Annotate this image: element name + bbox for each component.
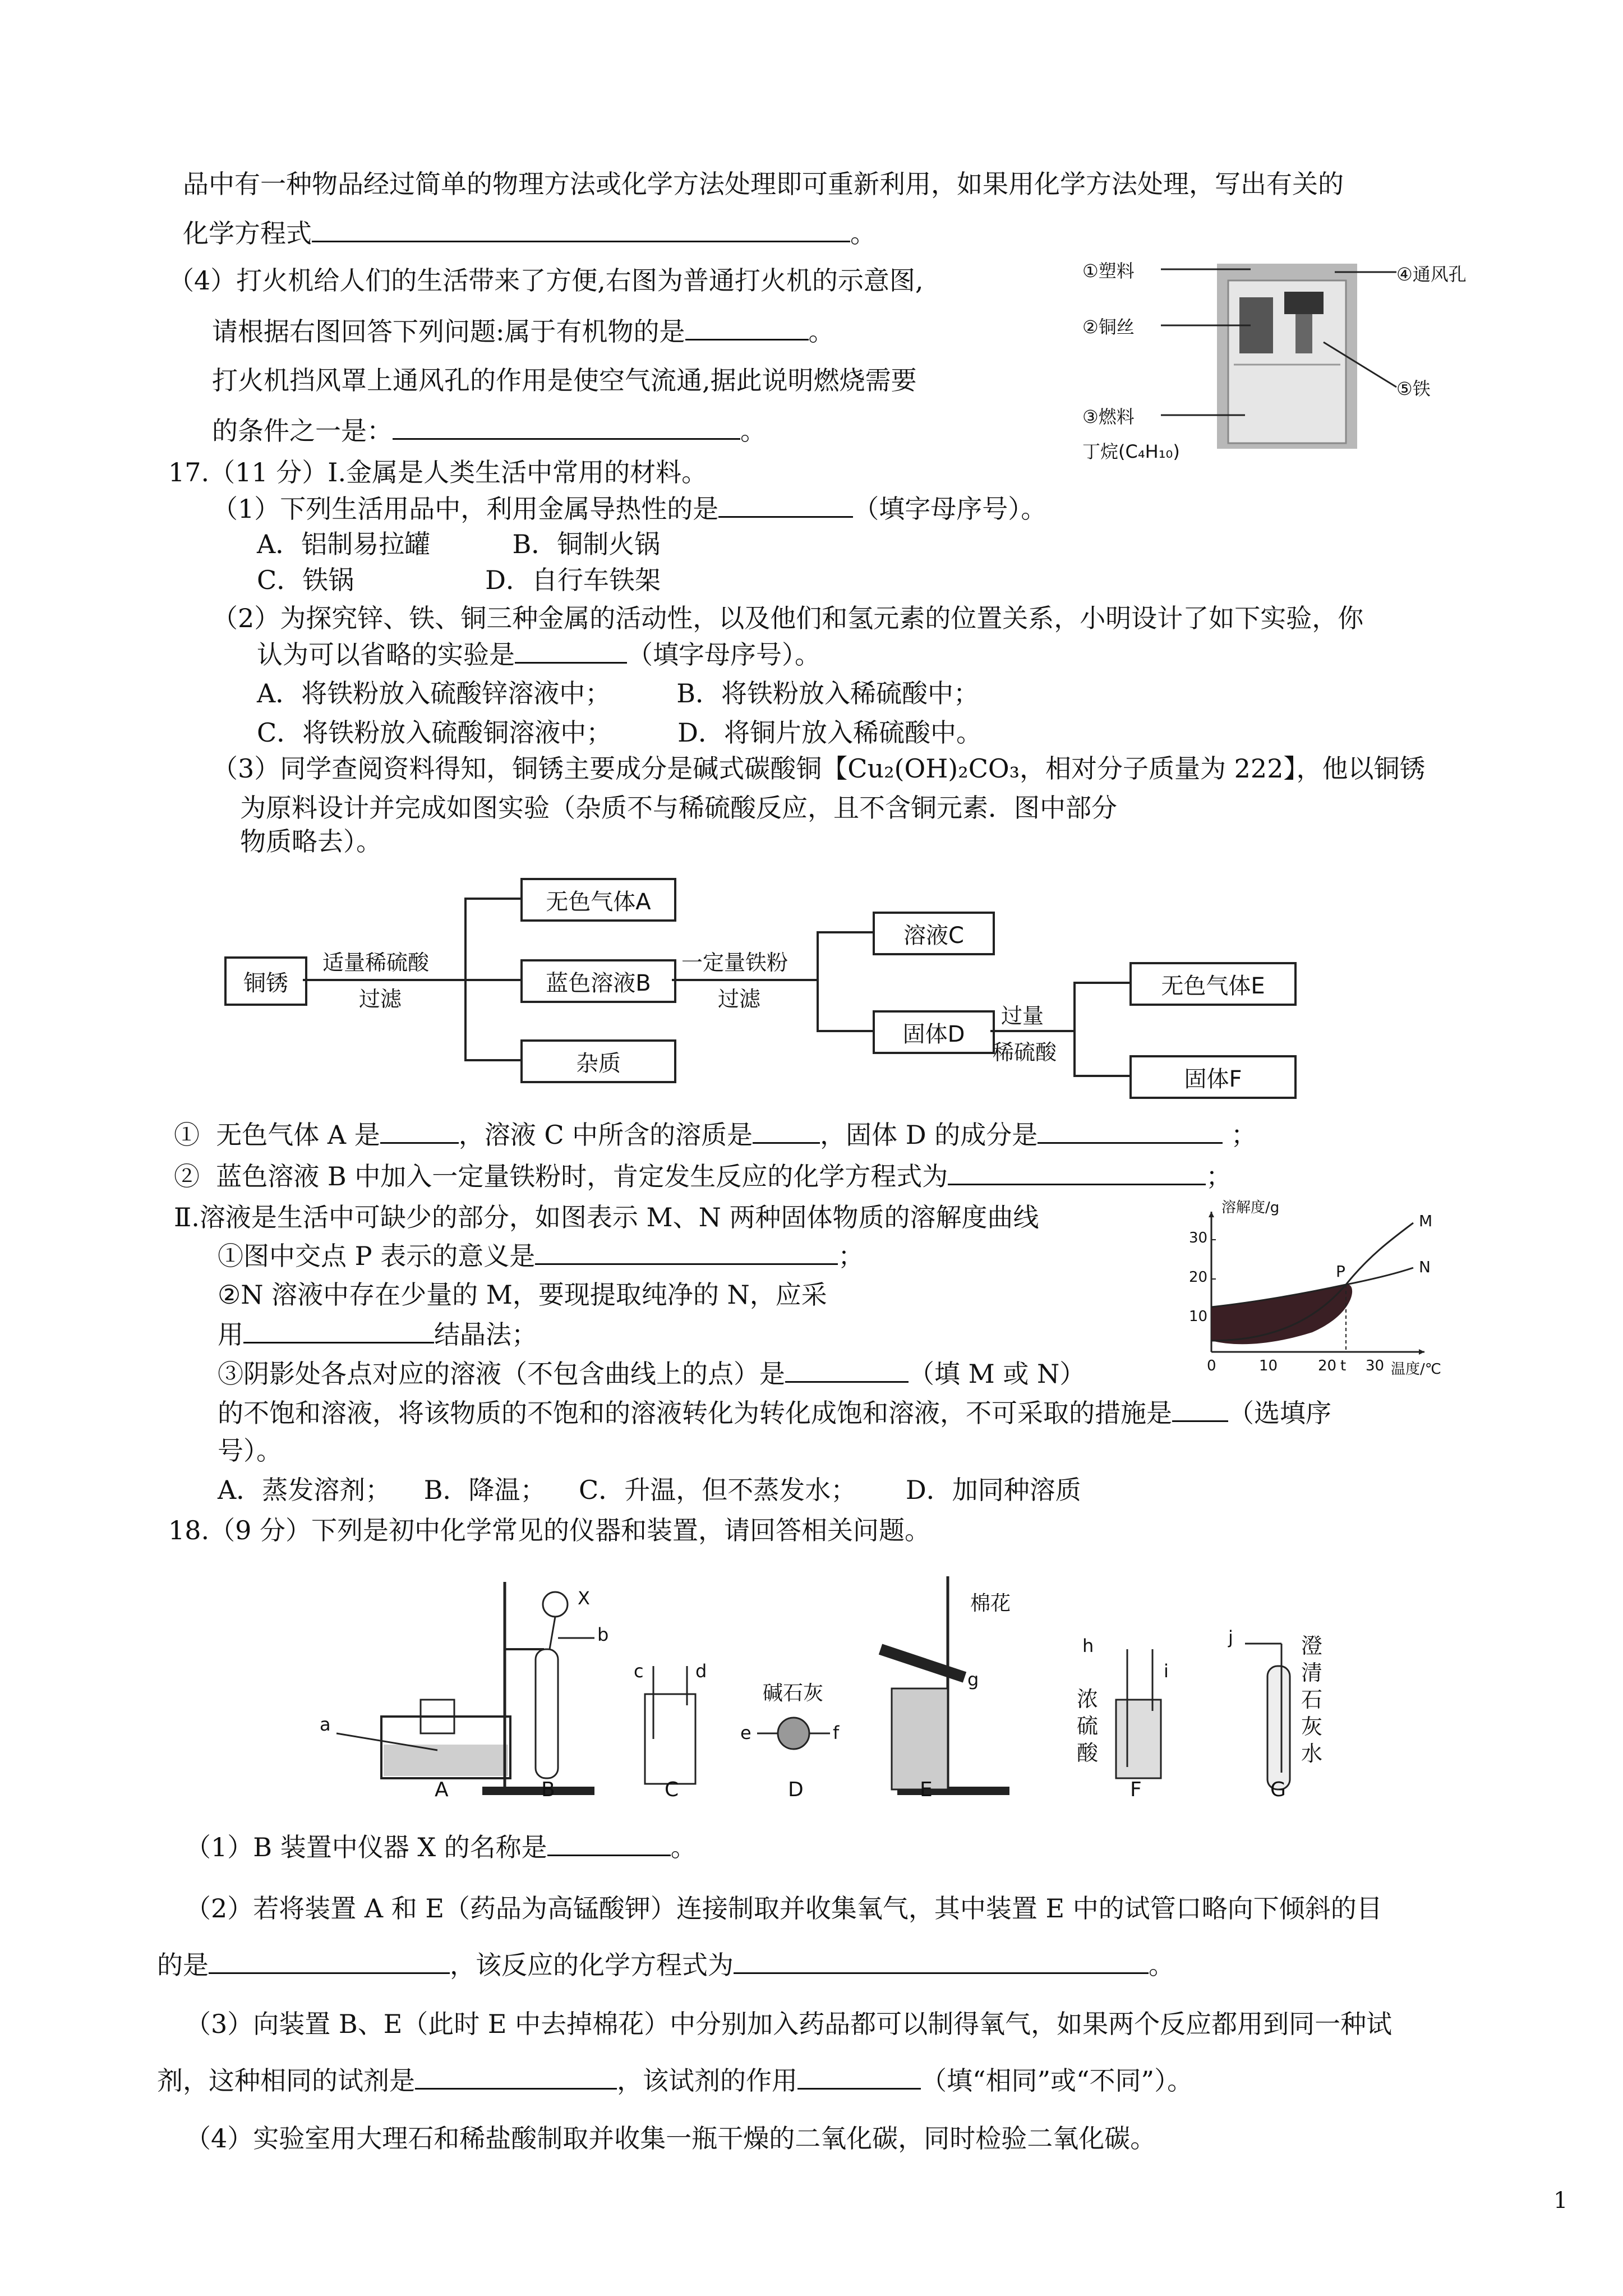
text-line: 号）。: [218, 1435, 282, 1466]
lighter-label: ②铜丝: [1082, 316, 1135, 338]
text-line: 认为可以省略的实验是 （填字母序号）。: [257, 637, 820, 671]
reagent-label: 棉花: [970, 1592, 1011, 1615]
text-line: 的是 ，该反应的化学方程式为 。: [157, 1948, 1174, 1982]
text-line: （2）为探究锌、铁、铜三种金属的活动性，以及他们和氢元素的位置关系，小明设计了如下实验，你: [212, 603, 1364, 633]
flow-box-solid-d: 固体D: [873, 1010, 995, 1054]
lighter-label: ⑤铁: [1396, 378, 1431, 399]
flow-box-solution-b: 蓝色溶液B: [520, 959, 676, 1003]
answer-blank[interactable]: [393, 413, 740, 440]
y-tick: 20: [1189, 1269, 1208, 1286]
text-line: 剂，这种相同的试剂是 ，该试剂的作用 （填“相同”或“不同”）。: [157, 2063, 1193, 2097]
answer-blank[interactable]: [797, 2063, 921, 2090]
answer-blank[interactable]: [734, 1948, 1149, 1974]
answer-blank[interactable]: [685, 314, 809, 341]
flow-step-label: 稀硫酸: [993, 1040, 1057, 1065]
flow-step-label: 过滤: [718, 987, 761, 1011]
curve-label-m: M: [1419, 1212, 1433, 1230]
answer-blank[interactable]: [209, 1948, 450, 1974]
port-label: g: [967, 1669, 979, 1690]
apparatus-letter: A: [435, 1778, 449, 1801]
port-label: h: [1082, 1635, 1094, 1657]
port-label: j: [1228, 1627, 1233, 1648]
text-line: 物质略去）。: [240, 826, 382, 857]
port-label: a: [320, 1714, 331, 1735]
flowchart: [224, 875, 1318, 1111]
y-tick: 10: [1189, 1308, 1208, 1325]
x-tick: 30: [1366, 1358, 1385, 1374]
port-label: b: [597, 1624, 609, 1645]
answer-blank[interactable]: [1038, 1117, 1223, 1144]
x-tick: 10: [1259, 1358, 1278, 1374]
x-tick: t: [1340, 1358, 1347, 1374]
lighter-label: ①塑料: [1082, 260, 1135, 282]
text-line: 用 结晶法；: [218, 1317, 537, 1351]
y-axis-label: 溶解度/g: [1221, 1199, 1280, 1216]
flow-box-solution-c: 溶液C: [873, 912, 995, 955]
option-line: A．蒸发溶剂； B．降温； C．升温，但不蒸发水； D．加同种溶质: [218, 1475, 1081, 1505]
answer-blank[interactable]: [718, 491, 853, 518]
answer-blank[interactable]: [515, 637, 627, 664]
flow-box-start: 铜锈: [224, 956, 307, 1006]
option-line: C．将铁粉放入硫酸铜溶液中； D．将铜片放入稀硫酸中。: [257, 717, 983, 748]
question-18-title: 18.（9 分）下列是初中化学常见的仪器和装置，请回答相关问题。: [168, 1515, 931, 1545]
text-line: （4）实验室用大理石和稀盐酸制取并收集一瓶干燥的二氧化碳，同时检验二氧化碳。: [185, 2123, 1156, 2154]
answer-blank[interactable]: [415, 2063, 617, 2090]
text-line: ①图中交点 P 表示的意义是 ；: [218, 1239, 864, 1273]
flow-box-solid-f: 固体F: [1129, 1055, 1297, 1099]
reagent-label: 碱石灰: [763, 1682, 824, 1705]
flow-step-label: 过量: [1001, 1004, 1044, 1028]
solubility-chart: [1178, 1195, 1469, 1386]
port-label: c: [634, 1660, 644, 1682]
apparatus-letter: B: [541, 1778, 555, 1801]
answer-blank[interactable]: [753, 1117, 820, 1144]
text-line: （3）同学查阅资料得知，铜锈主要成分是碱式碳酸铜【Cu₂(OH)₂CO₃，相对分子质量为 222】，他以铜锈: [212, 753, 1426, 784]
flow-step-label: 过滤: [359, 987, 402, 1011]
flow-step-label: 适量稀硫酸: [322, 950, 430, 975]
flow-box-gas-a: 无色气体A: [520, 878, 676, 922]
answer-blank[interactable]: [547, 1830, 671, 1856]
port-label: e: [740, 1722, 751, 1743]
lighter-label: 丁烷(C₄H₁₀): [1082, 441, 1180, 462]
port-label: i: [1164, 1660, 1169, 1682]
answer-blank[interactable]: [380, 1117, 459, 1144]
reagent-label: 澄清石灰水: [1301, 1634, 1323, 1766]
flow-box-impurity: 杂质: [520, 1039, 676, 1083]
flow-box-gas-e: 无色气体E: [1129, 962, 1297, 1006]
option-line: A．铝制易拉罐 B．铜制火锅: [257, 529, 661, 559]
flow-step-label: 一定量铁粉: [681, 950, 789, 975]
question-17-title: 17.（11 分）Ⅰ.金属是人类生活中常用的材料。: [168, 457, 708, 487]
x-tick: 20: [1318, 1358, 1337, 1374]
text-line: 品中有一种物品经过简单的物理方法或化学方法处理即可重新利用，如果用化学方法处理，写出有关的: [183, 169, 1344, 199]
text-line: ② 蓝色溶液 B 中加入一定量铁粉时，肯定发生反应的化学方程式为 ；: [174, 1159, 1232, 1193]
answer-blank[interactable]: [243, 1317, 434, 1343]
intersection-label-p: P: [1336, 1262, 1345, 1281]
text-line: 请根据右图回答下列问题:属于有机物的是 。: [212, 314, 834, 348]
text-line: （2）若将装置 A 和 E（药品为高锰酸钾）连接制取并收集氧气，其中装置 E 中的试管口略向下倾斜的目: [185, 1893, 1382, 1924]
apparatus-letter: E: [920, 1778, 933, 1801]
text-line: （1）B 装置中仪器 X 的名称是 。: [185, 1830, 697, 1864]
y-tick: 30: [1189, 1230, 1208, 1246]
text-line: （3）向装置 B、E（此时 E 中去掉棉花）中分别加入药品都可以制得氧气，如果两个反应都用到同一种试: [185, 2009, 1393, 2039]
text-line: 化学方程式 。: [183, 216, 876, 250]
answer-blank[interactable]: [312, 216, 850, 242]
text-line: 的条件之一是： 。: [212, 413, 766, 448]
text-line: ① 无色气体 A 是 ，溶液 C 中所含的溶质是 ，固体 D 的成分是 ；: [174, 1117, 1257, 1152]
x-axis-label: 温度/℃: [1391, 1361, 1441, 1378]
lighter-diagram: [1082, 247, 1475, 466]
port-label: d: [695, 1660, 707, 1682]
text-line: ②N 溶液中存在少量的 M，要现提取纯净的 N，应采: [218, 1280, 827, 1310]
answer-blank[interactable]: [785, 1356, 909, 1383]
text-line: （1）下列生活用品中，利用金属导热性的是 （填字母序号）。: [212, 491, 1046, 526]
curve-label-n: N: [1419, 1258, 1431, 1276]
port-label: X: [578, 1588, 590, 1609]
x-tick: 0: [1207, 1358, 1216, 1374]
text-line: 打火机挡风罩上通风孔的作用是使空气流通,据此说明燃烧需要: [212, 365, 917, 395]
answer-blank[interactable]: [948, 1159, 1206, 1185]
text-line: （4）打火机给人们的生活带来了方便,右图为普通打火机的示意图,: [168, 265, 924, 296]
reagent-label: 浓硫酸: [1077, 1687, 1099, 1765]
text-line: 为原料设计并完成如图实验（杂质不与稀硫酸反应，且不含铜元素．图中部分: [240, 793, 1117, 823]
option-line: A．将铁粉放入硫酸锌溶液中； B．将铁粉放入稀硫酸中；: [257, 678, 979, 708]
lighter-label: ③燃料: [1082, 406, 1135, 427]
text-line: Ⅱ.溶液是生活中可缺少的部分，如图表示 M、N 两种固体物质的溶解度曲线: [174, 1202, 1039, 1232]
apparatus-letter: D: [788, 1778, 804, 1801]
text-line: ③阴影处各点对应的溶液（不包含曲线上的点）是 （填 M 或 N）: [218, 1356, 1085, 1391]
page-number: 1: [1553, 2188, 1568, 2214]
apparatus-letter: G: [1270, 1778, 1286, 1801]
text-line: 的不饱和溶液，将该物质的不饱和的溶液转化为转化成饱和溶液，不可采取的措施是 （选填序: [218, 1396, 1331, 1430]
port-label: f: [833, 1722, 840, 1743]
apparatus-letter: C: [665, 1778, 679, 1801]
answer-blank[interactable]: [535, 1239, 838, 1265]
answer-blank[interactable]: [1172, 1396, 1228, 1422]
apparatus-letter: F: [1130, 1778, 1142, 1801]
apparatus-diagram: [314, 1565, 1324, 1812]
option-line: C．铁锅 D．自行车铁架: [257, 565, 661, 595]
lighter-label: ④通风孔: [1396, 264, 1467, 285]
